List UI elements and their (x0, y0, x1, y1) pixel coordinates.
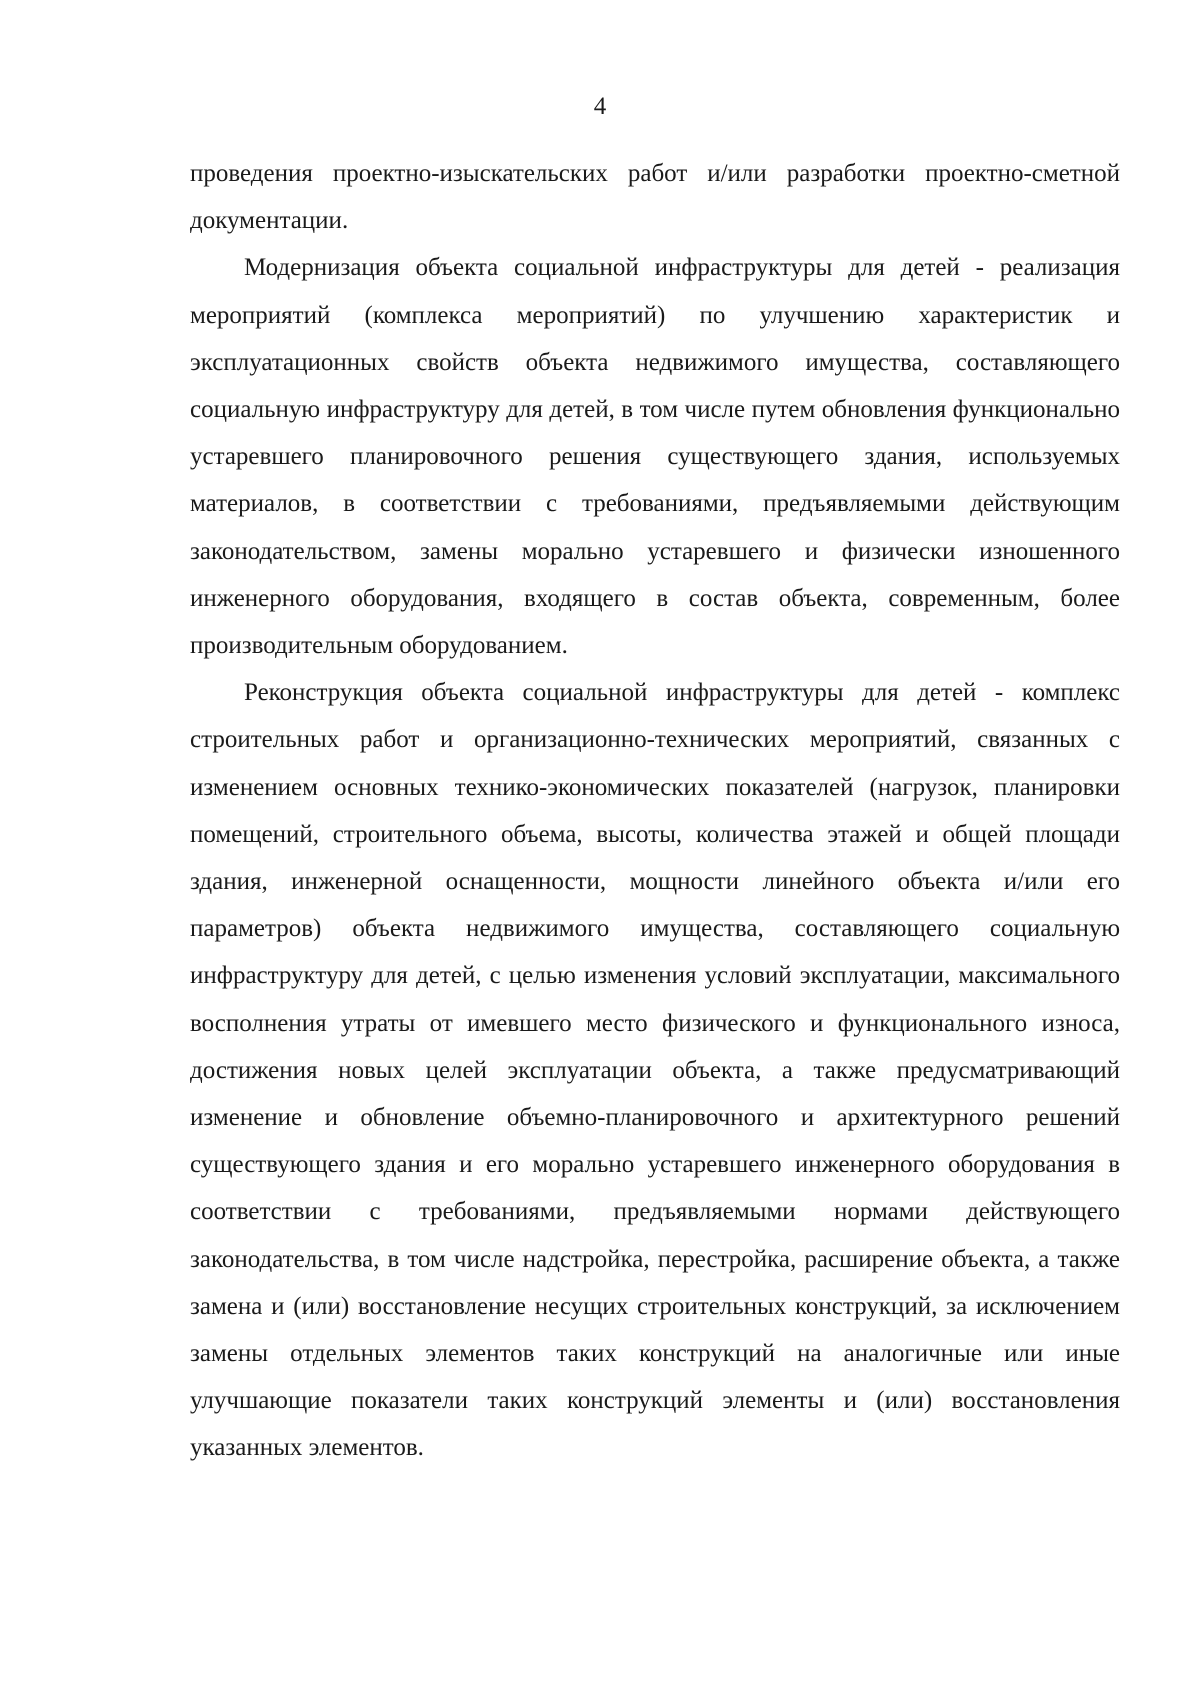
paragraph-continuation: проведения проектно-изыскательских работ и/или разработки проектно-сметной документации. (190, 160, 1120, 235)
paragraph-reconstruction-definition: Реконструкция объекта социальной инфраструктуры для детей - комплекс строительных работ и организационно-технических мероприятий, связанных с изменением основных технико-экономических показателей (нагрузок, планировки помещений, строительного объема, высоты, количества этажей и общей площади здания, инженерной оснащенности, мощности линейного объекта и/или его параметров) объекта недвижимого имущества, составляющего социальную инфраструктуру для детей, с целью изменения условий эксплуатации, максимального восполнения утраты от имевшего место физического и функционального износа, достижения новых целей эксплуатации объекта, а также предусматривающий изменение и обновление объемно-планировочного и архитектурного решений существующего здания и его морально устаревшего инженерного оборудования в соответствии с требованиями, предъявляемыми нормами действующего законодательства, в том числе надстройка, перестройка, расширение объекта, а также замена и (или) восстановление несущих строительных конструкций, за исключением замены отдельных элементов таких конструкций на аналогичные или иные улучшающие показатели таких конструкций элементы и (или) восстановления указанных элементов. (190, 679, 1120, 1462)
document-body (190, 150, 1120, 1472)
paragraph-modernization-definition: Модернизация объекта социальной инфраструктуры для детей - реализация мероприятий (комплекса мероприятий) по улучшению характеристик и эксплуатационных свойств объекта недвижимого имущества, составляющего социальную инфраструктуру для детей, в том числе путем обновления функционально устаревшего планировочного решения существующего здания, используемых материалов, в соответствии с требованиями, предъявляемыми действующим законодательством, замены морально устаревшего и физически изношенного инженерного оборудования, входящего в состав объекта, современным, более производительным оборудованием. (190, 254, 1120, 660)
page-number: 4 (593, 93, 607, 120)
